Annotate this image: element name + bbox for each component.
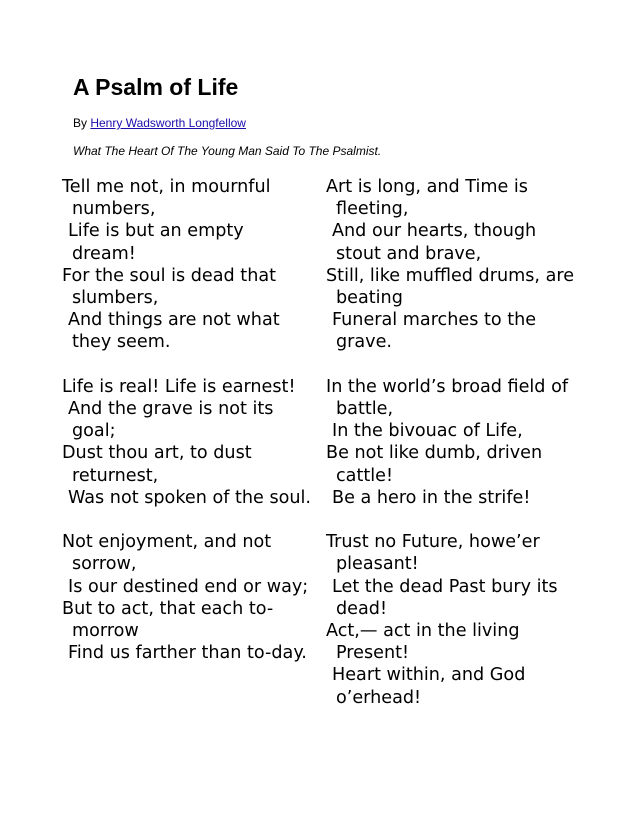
poem-line: Not enjoyment, and not sorrow,	[62, 532, 272, 575]
author-link[interactable]: Henry Wadsworth Longfellow	[90, 116, 246, 130]
poem-line: But to act, that each to-morrow	[62, 598, 274, 642]
poem-line: Dust thou art, to dust returnest,	[62, 443, 252, 486]
stanza	[62, 376, 312, 509]
poem-line: Let the dead Past bury its dead!	[332, 576, 558, 619]
poem-line: Be not like dumb, driven cattle!	[326, 443, 543, 486]
byline-prefix: By	[73, 116, 91, 130]
poem-line: In the bivouac of Life,	[332, 421, 523, 442]
poem-line: Funeral marches to the grave.	[332, 310, 537, 353]
poem-title: A Psalm of Life	[73, 74, 239, 100]
poem-line: Life is but an empty dream!	[68, 221, 244, 264]
poem-line: Is our destined end or way;	[68, 576, 309, 597]
byline	[73, 116, 246, 130]
poem-line: Tell me not, in mournful numbers,	[62, 177, 271, 220]
poem-line: And things are not what they seem.	[68, 310, 280, 353]
poem-line: In the world’s broad field of battle,	[326, 376, 569, 420]
poem-line: Act,— act in the living Present!	[326, 621, 520, 664]
poem-line: Be a hero in the strife!	[332, 487, 531, 508]
poem-column-left	[62, 176, 312, 687]
stanza	[326, 531, 576, 709]
poem-line: Was not spoken of the soul.	[68, 487, 312, 508]
stanza	[62, 531, 312, 664]
stanza	[326, 376, 576, 509]
poem-line: Trust no Future, howe’er pleasant!	[326, 532, 540, 575]
stanza	[326, 176, 576, 354]
poem-column-right	[326, 176, 576, 731]
poem-line: And our hearts, though stout and brave,	[332, 221, 537, 264]
poem-line: Art is long, and Time is fleeting,	[326, 177, 528, 220]
poem-line: Find us farther than to-day.	[68, 643, 307, 664]
poem-subtitle: What The Heart Of The Young Man Said To The Psalmist.	[73, 144, 382, 158]
poem-line: Heart within, and God o’erhead!	[332, 665, 526, 708]
poem-line: For the soul is dead that slumbers,	[62, 265, 277, 309]
poem-line: Still, like muffled drums, are beating	[326, 265, 575, 309]
stanza	[62, 176, 312, 354]
poem-line: Life is real! Life is earnest!	[62, 376, 296, 397]
poem-line: And the grave is not its goal;	[68, 399, 274, 442]
